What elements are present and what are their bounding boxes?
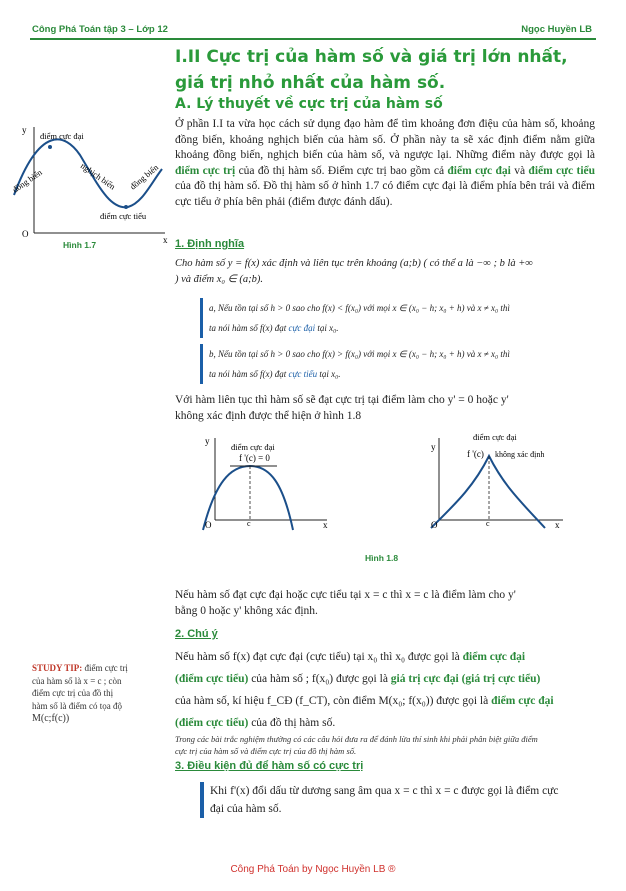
keyword-min-point: điểm cực tiểu: [528, 164, 596, 177]
definition-a-box: a, Nếu tồn tại số h > 0 sao cho f(x) < f(x₀) với mọi x ∈ (x₀ − h; x₀ + h) và x ≠ x₀ thì ta nói hàm số f(x) đạt cực đại tại x₀.: [200, 298, 604, 338]
note-warning: Trong các bài trắc nghiệm thường có các câu hỏi đưa ra để đánh lừa thí sinh khi phải phân biệt giữa điểm cực trị của hàm số và điểm cực trị của đồ thị hàm số.: [175, 734, 538, 756]
definition-b-box: b, Nếu tồn tại số h > 0 sao cho f(x) > f(x₀) với mọi x ∈ (x₀ − h; x₀ + h) và x ≠ x₀ thì ta nói hàm số f(x) đạt cực tiểu tại x₀.: [200, 344, 604, 384]
fig18-left-origin: O: [205, 520, 212, 530]
header-author: Ngọc Huyền LB: [521, 24, 592, 35]
fig17-origin: O: [22, 229, 29, 239]
page-title: I.II Cực trị của hàm số và giá trị lớn nhất, giá trị nhỏ nhất của hàm số.: [175, 47, 568, 93]
fig18-right-derivative: f '(c): [467, 449, 484, 459]
intro-paragraph: Ở phần I.I ta vừa học cách sử dụng đạo hàm để tìm khoảng đơn điệu của hàm số, khoảng đồng biến, khoảng nghịch biến của hàm số. Ở phần này ta sẽ xác định điểm nằm giữa khoảng đồng biến, nghịch biến của hàm số, và ngược lại. Những điểm này được gọi là điểm cực trị của đồ thị hàm số. Điểm cực trị bao gồm cả điểm cực đại và điểm cực tiểu của đồ thị hàm số. Đồ thị hàm số ở hình 1.7 có điểm cực đại là điểm phía bên trái và điểm cực tiểu ở phía bên phải (điểm được đánh dấu).: [175, 118, 596, 208]
keyword-max-point: điểm cực đại: [447, 164, 511, 177]
fig17-decreasing: nghịch biến: [78, 160, 118, 192]
fig17-x-label: x: [163, 235, 168, 245]
figure-1-8-right: [425, 428, 570, 538]
sufficient-condition-heading: 3. Điều kiện đủ để hàm số có cực trị: [175, 760, 364, 772]
fig17-min-label: điểm cực tiểu: [100, 211, 147, 221]
fig18-right-y: y: [431, 442, 436, 452]
page-footer: Công Phá Toán by Ngọc Huyền LB ®: [230, 864, 396, 875]
fig18-right-c: c: [486, 519, 490, 528]
fig18-right-label: điểm cực đại: [473, 432, 517, 442]
fig17-y-label: y: [22, 125, 27, 135]
after-fig18-note: Nếu hàm số đạt cực đại hoặc cực tiểu tại x = c thì x = c là điểm làm cho y' bằng 0 hoặc y' không xác định.: [175, 589, 516, 617]
fig18-caption: Hình 1.8: [365, 553, 399, 563]
fig18-left-label: điểm cực đại: [231, 442, 275, 452]
sufficient-condition-box: Khi f'(x) đổi dấu từ dương sang âm qua x = c thì x = c được gọi là điểm cực đại của hàm số.: [200, 782, 605, 818]
definition-heading: 1. Định nghĩa: [175, 238, 245, 250]
fig17-caption: Hình 1.7: [63, 240, 97, 250]
keyword-maximum: cực đại: [288, 323, 316, 333]
study-tip: STUDY TIP: điểm cực trị của hàm số là x = c ; còn điểm cực trị của đồ thị hàm số là điểm có tọa độ M(c;f(c)): [32, 663, 128, 724]
continuity-note: Với hàm liên tục thì hàm số sẽ đạt cực trị tại điểm làm cho y' = 0 hoặc y' không xác định được thể hiện ở hình 1.8: [175, 394, 509, 422]
header-divider: [30, 38, 596, 40]
definition-intro: Cho hàm số y = f(x) xác định và liên tục trên khoảng (a;b) ( có thể a là −∞ ; b là +∞ ) và điểm x₀ ∈ (a;b).: [175, 258, 533, 285]
study-tip-label: STUDY TIP:: [32, 663, 83, 673]
header-book-title: Công Phá Toán tập 3 – Lớp 12: [32, 24, 168, 35]
keyword-extremum: điểm cực trị: [175, 164, 236, 177]
note-heading: 2. Chú ý: [175, 628, 218, 640]
note-paragraph: Nếu hàm số f(x) đạt cực đại (cực tiểu) tại x₀ thì x₀ được gọi là điểm cực đại (điểm cực tiểu) của hàm số ; f(x₀) được gọi là giá trị cực đại (giá trị cực tiểu) của hàm số, kí hiệu f_CĐ (f_CT), còn điểm M(x₀; f(x₀)) được gọi là điểm cực đại (điểm cực tiểu) của đồ thị hàm số.: [175, 651, 554, 729]
fig18-right-origin: O: [431, 520, 438, 530]
figure-1-7: [10, 115, 175, 255]
keyword-minimum: cực tiểu: [288, 369, 318, 379]
fig18-left-derivative: f '(c) = 0: [239, 453, 270, 463]
fig18-left-x: x: [323, 520, 328, 530]
fig18-right-undefined: không xác định: [495, 450, 545, 459]
fig18-left-c: c: [247, 519, 251, 528]
figure-1-8-left: [195, 428, 335, 538]
fig18-left-y: y: [205, 436, 210, 446]
fig18-right-x: x: [555, 520, 560, 530]
fig17-max-label: điểm cực đại: [40, 131, 84, 141]
section-a-heading: A. Lý thuyết về cực trị của hàm số: [175, 96, 443, 112]
fig17-increasing-1: đồng biến: [10, 167, 44, 195]
fig17-increasing-2: đồng biến: [127, 162, 161, 192]
